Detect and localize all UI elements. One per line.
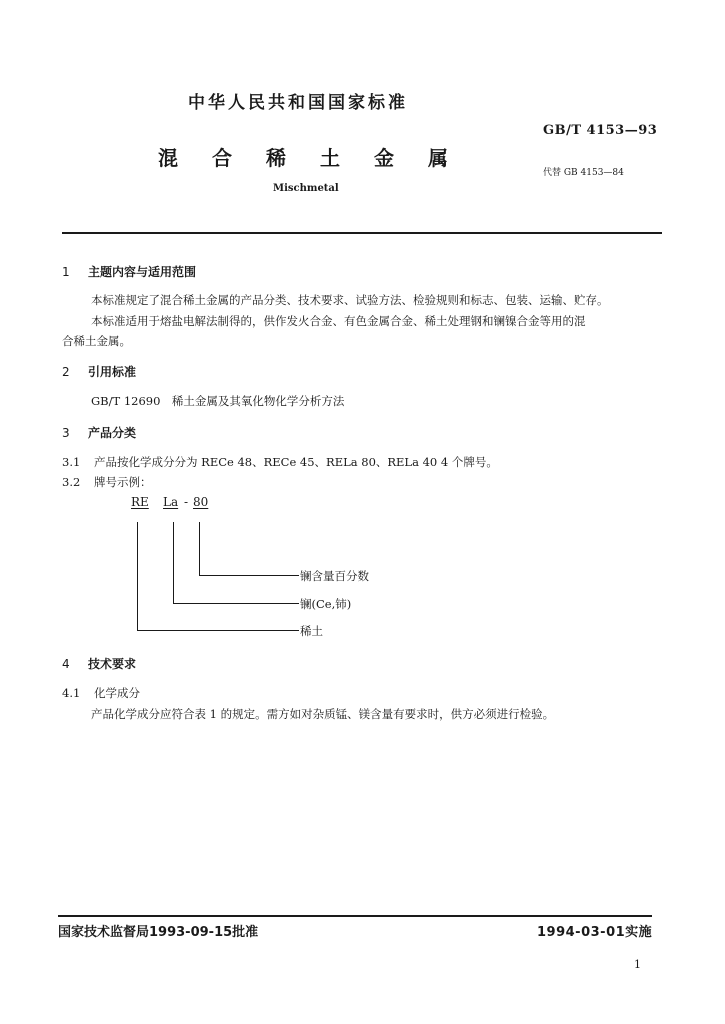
clause-3-2-number: 3.2 <box>62 475 81 489</box>
national-standard-heading: 中华人民共和国国家标准 <box>188 93 408 113</box>
section-3-heading <box>62 424 136 441</box>
label-element: 镧(Ce,铈) <box>300 597 352 611</box>
footer-rule <box>58 915 652 917</box>
bracket-line-80-vertical <box>199 522 200 575</box>
approval-date: 国家技术监督局1993-09-15批准 <box>58 925 259 940</box>
clause-4-1-number: 4.1 <box>62 686 81 700</box>
section-2-title: 引用标准 <box>88 365 137 379</box>
section-1-heading <box>62 263 196 280</box>
section-4-number: 4 <box>62 657 70 671</box>
replaces-note: 代替 GB 4153—84 <box>543 168 624 178</box>
bracket-line-la-horizontal <box>173 603 299 604</box>
section-1-paragraph-2-line-1: 本标准适用于熔盐电解法制得的，供作发火合金、有色金属合金、稀土处理钢和镧镍合金等用的混 <box>91 314 586 328</box>
section-3-number: 3 <box>62 426 70 440</box>
clause-4-1 <box>62 685 140 701</box>
clause-4-1-title: 化学成分 <box>94 686 140 700</box>
example-part-80: 80 <box>193 495 209 509</box>
label-content-percentage: 镧含量百分数 <box>300 569 369 583</box>
clause-3-1-text: 产品按化学成分分为 RECe 48、RECe 45、RELa 80、RELa 40 4 个牌号。 <box>94 455 498 469</box>
label-rare-earth: 稀土 <box>300 624 323 638</box>
english-title: Mischmetal <box>273 183 339 194</box>
section-4-heading <box>62 655 136 672</box>
bracket-line-80-horizontal <box>199 575 299 576</box>
example-separator: - <box>184 495 189 509</box>
effective-date: 1994-03-01实施 <box>537 925 653 940</box>
section-1-paragraph-2-line-2: 合稀土金属。 <box>62 334 131 348</box>
bracket-line-la-vertical <box>173 522 174 603</box>
section-2-heading <box>62 363 136 380</box>
clause-3-1 <box>62 454 498 470</box>
section-4-title: 技术要求 <box>88 657 137 671</box>
page-number: 1 <box>634 958 641 971</box>
bracket-line-re-horizontal <box>137 630 299 631</box>
clause-4-1-text: 产品化学成分应符合表 1 的规定。需方如对杂质锰、镁含量有要求时，供方必须进行检验。 <box>91 707 555 721</box>
standard-number: GB/T 4153—93 <box>543 123 658 138</box>
example-part-re: RE <box>131 495 149 509</box>
document-title: 混合稀土金属 <box>158 146 482 170</box>
clause-3-2-text: 牌号示例： <box>94 475 152 489</box>
section-3-title: 产品分类 <box>88 426 137 440</box>
section-2-number: 2 <box>62 365 70 379</box>
example-part-la: La <box>163 495 179 509</box>
section-1-paragraph-1: 本标准规定了混合稀土金属的产品分类、技术要求、试验方法、检验规则和标志、包装、运输、贮存。 <box>91 293 609 307</box>
clause-3-1-number: 3.1 <box>62 455 81 469</box>
header-rule <box>62 232 662 234</box>
clause-3-2 <box>62 474 152 490</box>
section-1-title: 主题内容与适用范围 <box>88 265 197 279</box>
section-1-number: 1 <box>62 265 70 279</box>
bracket-line-re-vertical <box>137 522 138 630</box>
referenced-standard: GB/T 12690 稀土金属及其氧化物化学分析方法 <box>91 394 345 408</box>
